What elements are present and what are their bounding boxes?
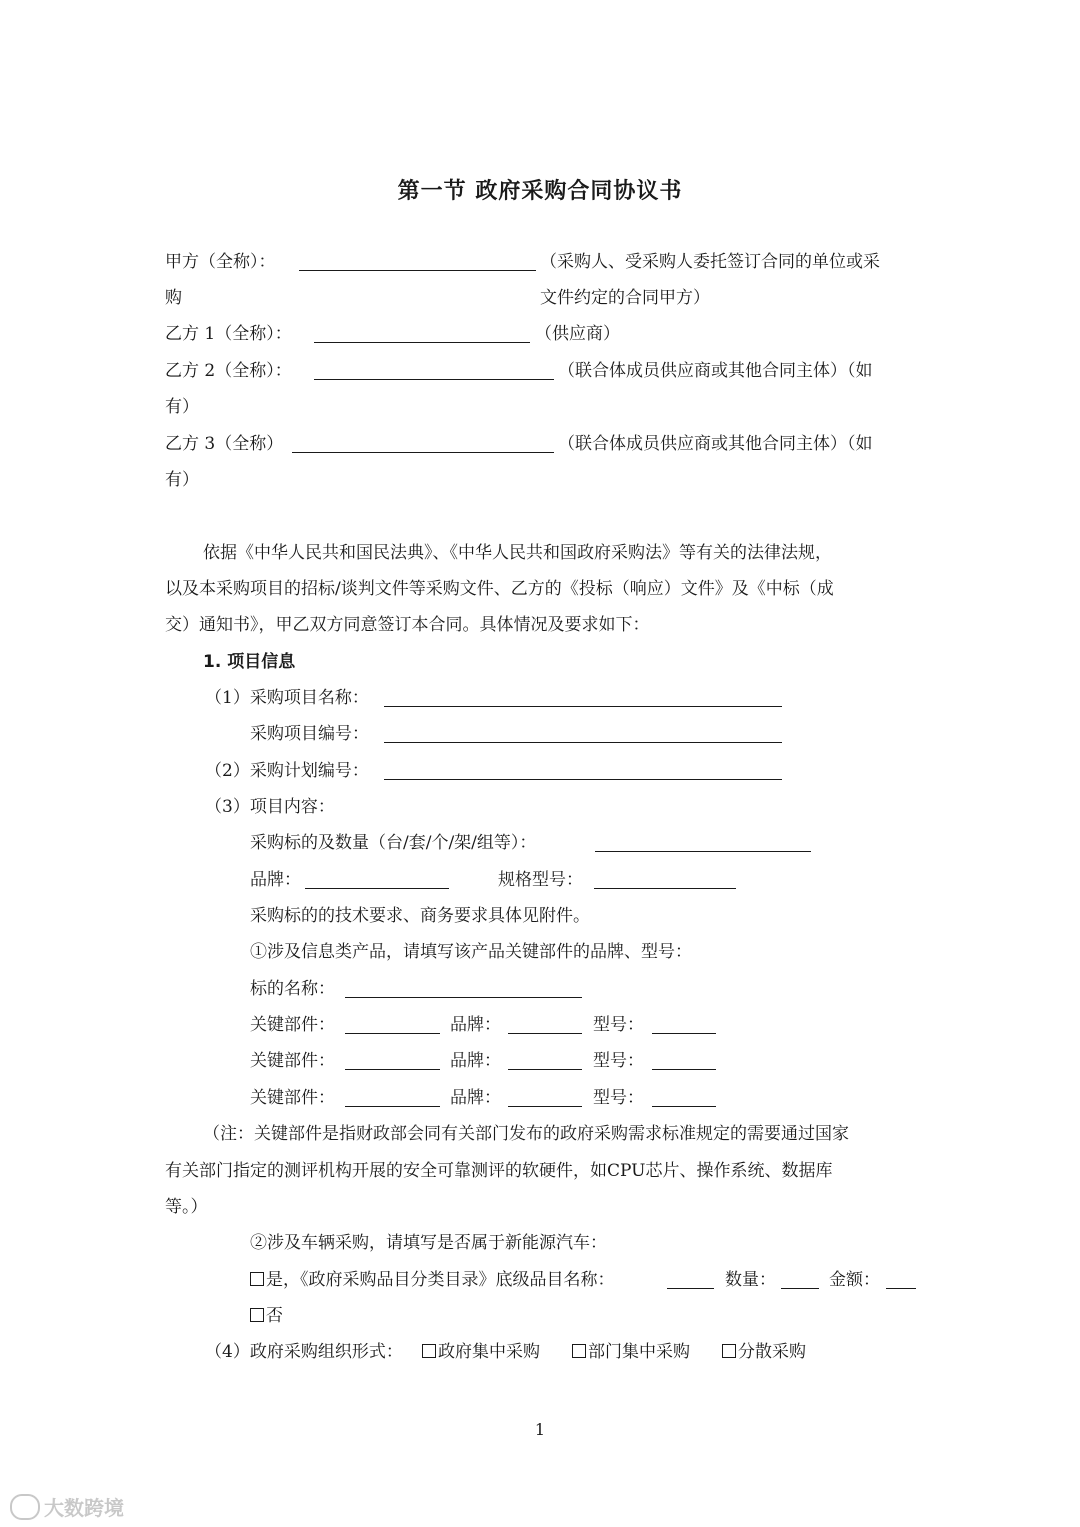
checkbox-icon[interactable] (722, 1344, 736, 1358)
key-model-field[interactable] (652, 1016, 716, 1034)
subject-name-field[interactable] (345, 980, 582, 998)
key-model-label: 型号： (593, 1088, 644, 1108)
qty-field[interactable] (781, 1271, 819, 1289)
page-number: 1 (534, 1420, 546, 1439)
project-name-label: （1）采购项目名称： (205, 688, 369, 708)
party-a-cont: 购 (165, 288, 182, 308)
org-option-2-label: 部门集中采购 (588, 1342, 690, 1362)
key-part-field[interactable] (345, 1016, 440, 1034)
key-brand-field[interactable] (508, 1089, 582, 1107)
org-option-3-label: 分散采购 (738, 1342, 806, 1362)
watermark-logo-icon (10, 1494, 40, 1520)
party-b2-cont: 有） (165, 397, 199, 417)
key-part-field[interactable] (345, 1052, 440, 1070)
party-b1-note: （供应商） (535, 324, 620, 344)
party-b3-label: 乙方 3（全称） (165, 434, 284, 454)
party-b2-note: （联合体成员供应商或其他合同主体）（如 (558, 361, 873, 381)
key-part-field[interactable] (345, 1089, 440, 1107)
preamble-line-3: 交）通知书》，甲乙双方同意签订本合同。具体情况及要求如下： (165, 615, 650, 635)
subject-qty-field[interactable] (595, 834, 811, 852)
note-line-1: （注：关键部件是指财政部会同有关部门发布的政府采购需求标准规定的需要通过国家 (203, 1124, 849, 1144)
checkbox-icon[interactable] (250, 1272, 264, 1286)
key-model-field[interactable] (652, 1052, 716, 1070)
party-a-note: （采购人、受采购人委托签订合同的单位或采 (540, 252, 880, 272)
key-model-label: 型号： (593, 1015, 644, 1035)
watermark-text: 大数跨境 (44, 1496, 124, 1520)
key-model-field[interactable] (652, 1089, 716, 1107)
project-number-field[interactable] (384, 725, 782, 743)
subject-qty-label: 采购标的及数量（台/套/个/架/组等）： (250, 833, 537, 853)
checkbox-icon[interactable] (250, 1308, 264, 1322)
item-name-field[interactable] (667, 1271, 714, 1289)
watermark (10, 1492, 124, 1521)
info-products-line: ①涉及信息类产品，请填写该产品关键部件的品牌、型号： (250, 942, 692, 962)
key-brand-field[interactable] (508, 1052, 582, 1070)
key-brand-label: 品牌： (450, 1088, 501, 1108)
org-form-label: （4）政府采购组织形式： (205, 1342, 403, 1362)
yes-label: 是，《政府采购品目分类目录》底级品目名称： (266, 1270, 615, 1290)
project-number-label: 采购项目编号： (250, 724, 369, 744)
page-title: 第一节 政府采购合同协议书 (397, 179, 683, 204)
key-model-label: 型号： (593, 1051, 644, 1071)
no-label: 否 (266, 1306, 283, 1326)
tech-requirements: 采购标的的技术要求、商务要求具体见附件。 (250, 906, 590, 926)
amount-field[interactable] (886, 1271, 916, 1289)
plan-number-label: （2）采购计划编号： (205, 761, 369, 781)
party-b3-note: （联合体成员供应商或其他合同主体）（如 (558, 434, 873, 454)
note-line-3: 等。） (165, 1197, 208, 1217)
brand-label: 品牌： (250, 870, 301, 890)
party-a-field[interactable] (299, 253, 536, 271)
checkbox-icon[interactable] (422, 1344, 436, 1358)
note-line-2: 有关部门指定的测评机构开展的安全可靠测评的软硬件，如CPU芯片、操作系统、数据库 (165, 1161, 833, 1181)
preamble-line-1: 依据《中华人民共和国民法典》、《中华人民共和国政府采购法》等有关的法律法规， (203, 543, 832, 563)
yes-option[interactable] (250, 1269, 615, 1291)
party-b3-cont: 有） (165, 470, 199, 490)
plan-number-field[interactable] (384, 762, 782, 780)
checkbox-icon[interactable] (572, 1344, 586, 1358)
no-option[interactable] (250, 1305, 283, 1327)
project-content-label: （3）项目内容： (205, 797, 335, 817)
preamble-line-2: 以及本采购项目的招标/谈判文件等采购文件、乙方的《投标（响应）文件》及《中标（成 (165, 579, 834, 599)
party-b2-field[interactable] (314, 362, 554, 380)
org-option-2[interactable] (572, 1341, 690, 1363)
org-option-3[interactable] (722, 1341, 806, 1363)
qty-label: 数量： (725, 1270, 776, 1290)
org-option-1-label: 政府集中采购 (438, 1342, 540, 1362)
party-a-note-2: 文件约定的合同甲方） (540, 288, 710, 308)
party-b2-label: 乙方 2（全称）： (165, 361, 292, 381)
party-b3-field[interactable] (292, 435, 554, 453)
brand-field[interactable] (305, 871, 449, 889)
key-part-label: 关键部件： (250, 1088, 335, 1108)
project-name-field[interactable] (384, 689, 782, 707)
key-brand-field[interactable] (508, 1016, 582, 1034)
key-part-label: 关键部件： (250, 1051, 335, 1071)
party-b1-field[interactable] (314, 325, 530, 343)
vehicle-line: ②涉及车辆采购，请填写是否属于新能源汽车： (250, 1233, 607, 1253)
model-spec-label: 规格型号： (498, 870, 583, 890)
party-a-label: 甲方（全称）： (165, 252, 276, 272)
party-b1-label: 乙方 1（全称）： (165, 324, 292, 344)
subject-name-label: 标的名称： (250, 979, 335, 999)
org-option-1[interactable] (422, 1341, 540, 1363)
key-brand-label: 品牌： (450, 1051, 501, 1071)
section-1-heading: 1. 项目信息 (203, 652, 296, 672)
model-spec-field[interactable] (594, 871, 736, 889)
key-part-label: 关键部件： (250, 1015, 335, 1035)
key-brand-label: 品牌： (450, 1015, 501, 1035)
amount-label: 金额： (829, 1270, 880, 1290)
